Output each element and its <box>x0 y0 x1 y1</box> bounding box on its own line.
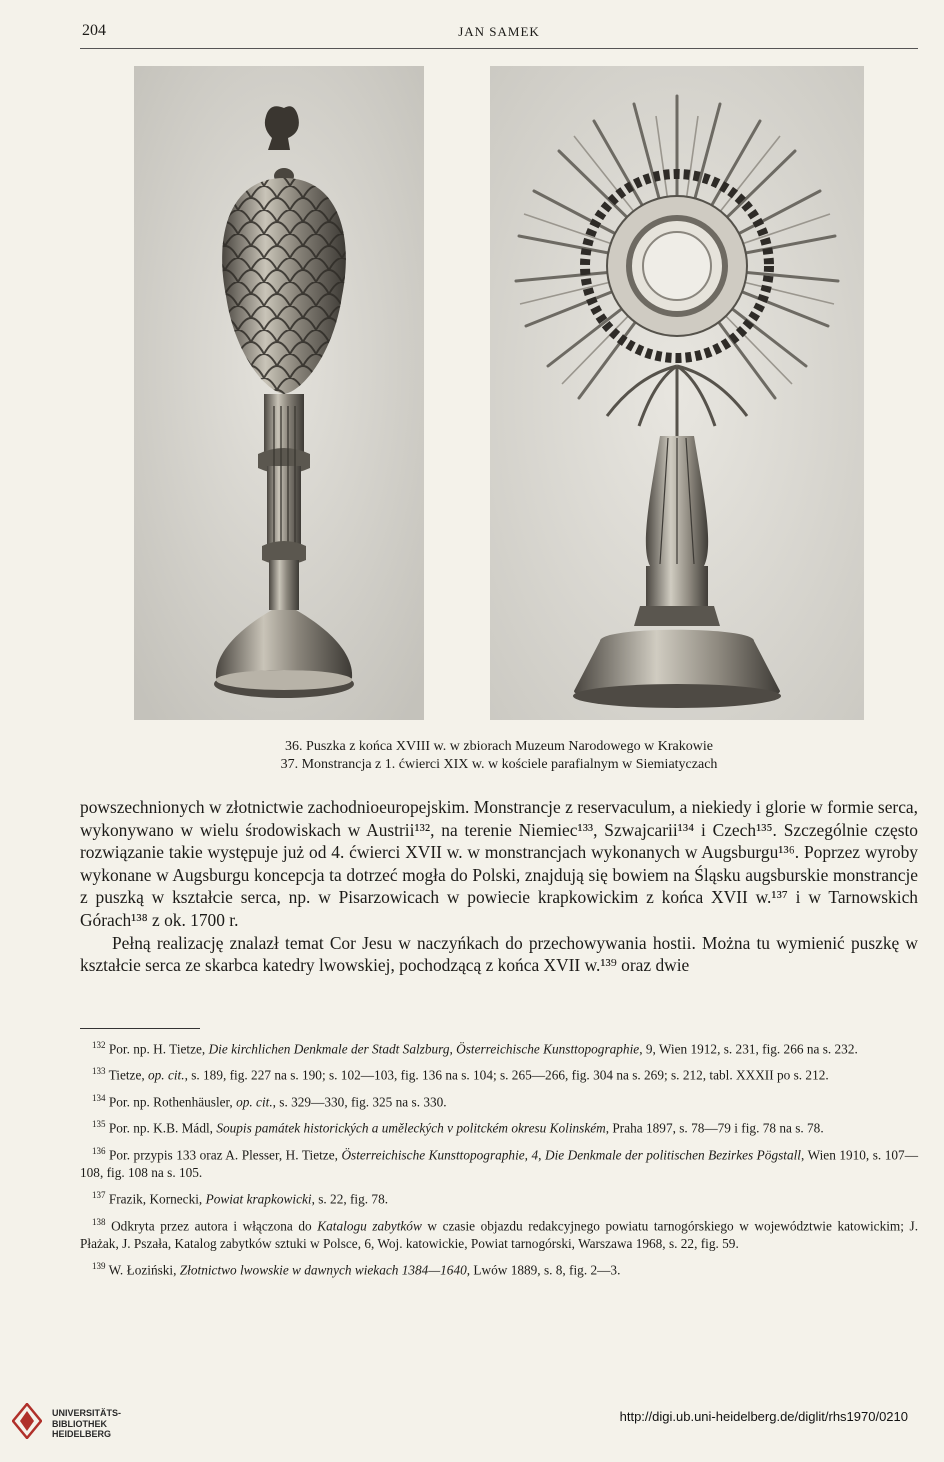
page-number: 204 <box>82 22 106 39</box>
caption-37: 37. Monstrancja z 1. ćwierci XIX w. w kościele parafialnym w Siemiatyczach <box>280 757 718 772</box>
footnote-137: $^{137}$ Frazik, Kornecki, Powiat krapkowicki, s. 22, fig. 78. <box>92 1190 389 1207</box>
footnote-138: $^{138}$ Odkryta przez autora i włączona do Katalogu zabytków w czasie objazdu redakcyjnego powiatu tarnogórskiego w województwie katowickim; J. Płażak, J. Pszała, Katalog zabytków sztuki w Polsce, 6, Woj. katowickie, Powiat tarnogórski, Warszawa 1968, s. 22, fig. 59. <box>80 1216 919 1251</box>
page-header <box>80 18 918 49</box>
body-paragraph-1: powszechnionych w złotnictwie zachodnioeuropejskim. Monstrancje z reservaculum, a niekiedy i glorie w formie serca, wykonywano w wielu środowiskach w Austrii¹³², na terenie Niemiec¹³³, Szwajcarii¹³⁴ i Czech¹³⁵. Szczególnie często rozwiązanie takie występuje już od 4. ćwierci XVII w. w monstrancjach wykonanych w Augsburgu¹³⁶. Poprzez wyroby wykonane w Augsburgu koncepcja ta dotrzeć mogła do Polski, znajdują się bowiem na Śląsku augsburskie monstrancje z puszką w kształcie serca, np. w Pisarzowicach w powiecie krapkowickim z końca XVII w.¹³⁷ i w Tarnowskich Górach¹³⁸ z ok. 1700 r. <box>80 797 918 930</box>
footnote-132: $^{132}$ Por. np. H. Tietze, Die kirchlichen Denkmale der Stadt Salzburg, Österreichische Kunsttopographie, 9, Wien 1912, s. 231, fig. 266 na s. 232. <box>92 1040 858 1057</box>
library-logo-icon <box>12 1403 42 1439</box>
footnote-divider <box>80 1028 200 1029</box>
footnote-133: $^{133}$ Tietze, op. cit., s. 189, fig. 227 na s. 190; s. 102—103, fig. 136 na s. 104; s. 265—266, fig. 304 na s. 269; s. 212, tabl. XXXII po s. 212. <box>92 1066 829 1083</box>
running-head: JAN SAMEK <box>458 24 540 39</box>
library-name: UNIVERSITÄTS- BIBLIOTHEK HEIDELBERG <box>52 1408 122 1439</box>
footnote-135: $^{135}$ Por. np. K.B. Mádl, Soupis památek historických a uměleckých v politckém okresu Kolinském, Praha 1897, s. 78—79 i fig. 78 na s. 78. <box>92 1119 824 1136</box>
footnote-134: $^{134}$ Por. np. Rothenhäusler, op. cit., s. 329—330, fig. 325 na s. 330. <box>92 1092 447 1110</box>
figure-37-monstrance-photo <box>490 66 864 720</box>
body-text <box>80 796 918 977</box>
figure-captions <box>80 738 918 774</box>
caption-36: 36. Puszka z końca XVIII w. w zbiorach Muzeum Narodowego w Krakowie <box>285 739 713 754</box>
footnote-139: $^{139}$ W. Łoziński, Złotnictwo lwowskie w dawnych wiekach 1384—1640, Lwów 1889, s. 8, fig. 2—3. <box>92 1260 621 1278</box>
footnotes <box>80 1036 918 1283</box>
body-paragraph-2: Pełną realizację znalazł temat Cor Jesu w naczyńkach do przechowywania hostii. Można tu wymienić puszkę w kształcie serca ze skarbca katedry lwowskiej, pochodzącą z końca XVII w.¹³⁹ oraz dwie <box>80 932 918 976</box>
figure-36-ciborium-photo <box>134 66 424 720</box>
footnote-136: $^{136}$ Por. przypis 133 oraz A. Plesser, H. Tietze, Österreichische Kunsttopographie, 4, Die Denkmale der politischen Bezirkes Pögstall, Wien 1910, s. 107—108, fig. 108 na s. 105. <box>80 1145 918 1181</box>
source-url[interactable]: http://digi.ub.uni-heidelberg.de/diglit/rhs1970/0210 <box>619 1409 908 1424</box>
